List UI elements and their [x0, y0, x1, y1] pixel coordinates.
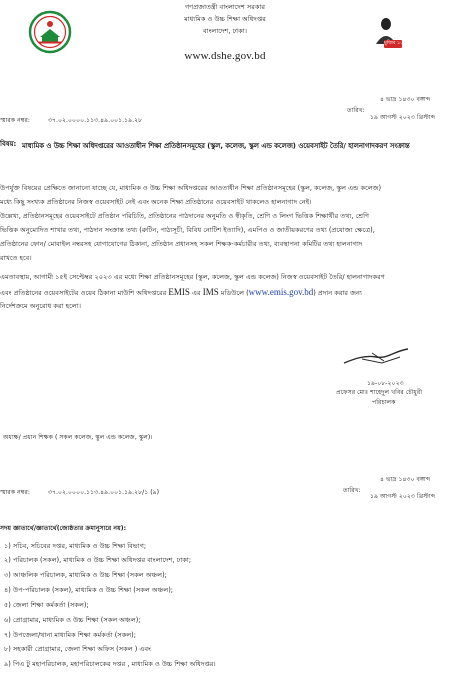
body-para1-line2: মধ্যে কিছু সংখ্যক প্রতিষ্ঠানের নিজস্ব ওয়েবসাইট নেই এবং অনেক শিক্ষা প্রতিষ্ঠানের ওয়েবসাইট থাকলেও হালনাগাদ নেই।: [0, 198, 312, 206]
website-url[interactable]: www.dshe.gov.bd: [184, 50, 266, 62]
memo1-date-bangla: ৪ ভাদ্র ১৪৩০ বঙ্গাব্দ: [380, 96, 431, 103]
signatory-name: প্রফেসর মোঃ শাহেদুল খবির চৌধুরী: [336, 389, 423, 396]
header-line-government: গণপ্রজাতন্ত্রী বাংলাদেশ সরকার: [184, 3, 266, 11]
cc-list-item: ৯) পিএ টু মহাপরিচালক, মহাপরিচালকের দপ্তর , মাধ্যমিক ও উচ্চ শিক্ষা অধিদপ্তর।: [4, 660, 216, 668]
subject-label: বিষয়:: [0, 140, 17, 148]
header-line-location: বাংলাদেশ, ঢাকা।: [203, 27, 247, 35]
body-para2-text-b: এর: [189, 289, 203, 297]
cc-list-item: ১) সচিব, সচিবের দপ্তর, মাধ্যমিক ও উচ্চ শিক্ষা বিভাগ;: [4, 542, 147, 550]
memo2-ref-number: ৩৭.০২.০০০০.১১৩.৪৯.০০১.১৯.২৮/১ (৯): [48, 489, 160, 496]
mujib-100-badge: [366, 12, 410, 56]
memo1-date-english: ১৯ আগস্ট ২০২৩ খ্রিস্টাব্দ: [370, 114, 436, 121]
body-para2-text-a: এবং প্রতিষ্ঠানের ওয়েবসাইটের ওয়েব ঠিকানা মাউশি অধিদপ্তরের: [0, 289, 169, 297]
signature-date: ১৯-০৮-২০২৩: [367, 380, 404, 387]
ims-label: IMS: [202, 287, 219, 297]
cc-list-item: ২) পরিচালক (সকল), মাধ্যমিক ও উচ্চ শিক্ষা অধিদপ্তর বাংলাদেশ, ঢাকা;: [4, 556, 192, 564]
cc-list-item: ৬) প্রোগ্রামার, মাধ্যমিক ও উচ্চ শিক্ষা (সকল অঞ্চল);: [4, 616, 141, 624]
cc-list-item: ৫) জেলা শিক্ষা কর্মকর্তা (সকল);: [4, 601, 89, 609]
body-para1-line1: উপর্যুক্ত বিষয়ের প্রেক্ষিতে জানানো যাচ্ছে যে, মাধ্যমিক ও উচ্চ শিক্ষা অধিদপ্তরের আওতাধীন শিক্ষা প্রতিষ্ঠানসমূহের (স্কুল, কলেজ, স্কুল এন্ড কলেজ): [0, 184, 382, 192]
cc-heading: সদয় জ্ঞাতার্থে/জ্ঞাতার্থে(জ্যেষ্ঠতার ক্রমানুসারে নয়):: [0, 525, 127, 532]
memo2-date-label: তারিখ:: [343, 487, 361, 494]
emis-link[interactable]: www.emis.gov.bd: [248, 287, 314, 297]
signature-image: [342, 345, 412, 369]
cc-list-item: ৪) উপ-পরিচালক (সকল), মাধ্যমিক ও উচ্চ শিক্ষা (সকল অঞ্চল);: [4, 586, 174, 594]
body-para2-line1: এমতাবস্থায়, আগামী ১৫ই সেপ্টেম্বর ২০২৩ এর মধ্যে শিক্ষা প্রতিষ্ঠানসমূহের (স্কুল, কলেজ, স্কুল এন্ড কলেজ) নিজস্ব ওয়েবসাইট তৈরি/ হালনাগাদকরণ: [0, 273, 385, 281]
memo2-ref-label: স্মারক নম্বর:: [0, 489, 30, 496]
body-para2-text-d: ) প্রদান করার জন্য: [313, 289, 362, 297]
header-line-department: মাধ্যমিক ও উচ্চ শিক্ষা অধিদপ্তর: [184, 15, 266, 23]
memo1-ref-label: স্মারক নম্বর:: [0, 117, 30, 124]
recipient: অধ্যক্ষ/ প্রধান শিক্ষক ( সকল কলেজ, স্কুল এন্ড কলেজ, স্কুল)।: [3, 434, 153, 441]
body-para1-line6: রাখতে হবে।: [0, 254, 32, 262]
subject-text: মাধ্যমিক ও উচ্চ শিক্ষা অধিদপ্তরের আওতাধীন শিক্ষা প্রতিষ্ঠানসমূহের (স্কুল, কলেজ, স্কুল এন্ড কলেজ) ওয়েবসাইট তৈরি/ হালনাগাদকরণ সংক্রান্ত: [22, 142, 410, 150]
memo2-date-english: ১৯ আগস্ট ২০২৩ খ্রিস্টাব্দ: [370, 493, 436, 500]
signatory-designation: পরিচালক: [372, 399, 396, 406]
body-para1-line5: প্রতিষ্ঠানের ফোন/ মোবাইল নম্বরসহ যোগাযোগের ঠিকানা, প্রতিষ্ঠান প্রধানসহ সকল শিক্ষক-কর্মচারীর তথ্য, ব্যবস্থাপনা কমিটির তথ্য হালনাগাদ: [0, 240, 363, 248]
memo1-date-label: তারিখ:: [347, 107, 365, 114]
memo2-date-bangla: ৪ ভাদ্র ১৪৩০ বঙ্গাব্দ: [380, 476, 431, 483]
body-para2-text-c: মডিউলে (: [218, 289, 249, 297]
memo1-ref-number: ৩৭.০২.০০০০.১১৩.৪৯.০০১.১৯.২৮: [48, 117, 143, 124]
body-para2-line3: নির্দেশক্রমে অনুরোধ করা হলো।: [0, 302, 81, 310]
cc-list-item: ৭) উপজেলা/থানা মাধ্যমিক শিক্ষা কর্মকর্তা (সকল);: [4, 631, 136, 639]
body-para1-line4: ভিত্তিক অনুমোদিত শাখার তথ্য, পাঠদান সংক্রান্ত তথ্য (রুটিন, পাঠ্যসূচী, বিবিধ নোটিশ ইত্যাদি), এমপিও ও জাতীয়করণের তথ্য (প্রযোজ্য ক্ষেত্রে),: [0, 226, 375, 234]
body-para1-line3: উল্লেখ্য, প্রতিষ্ঠানসমূহের ওয়েবসাইটে প্রতিষ্ঠান পরিচিতি, প্রতিষ্ঠানের পাঠদানের অনুমতি ও স্বীকৃতি, শ্রেণি ও লিংগ ভিত্তিক শিক্ষার্থীর তথ্য, শ্রেণি: [0, 212, 369, 220]
emis-label: EMIS: [168, 287, 190, 297]
badge-label: মুজিব ১০০: [384, 40, 407, 46]
cc-list-item: ৩) আঞ্চলিক পরিচালক, মাধ্যমিক ও উচ্চ শিক্ষা (সকল অঞ্চল);: [4, 571, 167, 579]
dshe-logo: [28, 10, 72, 54]
cc-list-item: ৮) সহকারী প্রোগ্রামার, জেলা শিক্ষা অফিস (সকল ) এবং: [4, 645, 151, 653]
